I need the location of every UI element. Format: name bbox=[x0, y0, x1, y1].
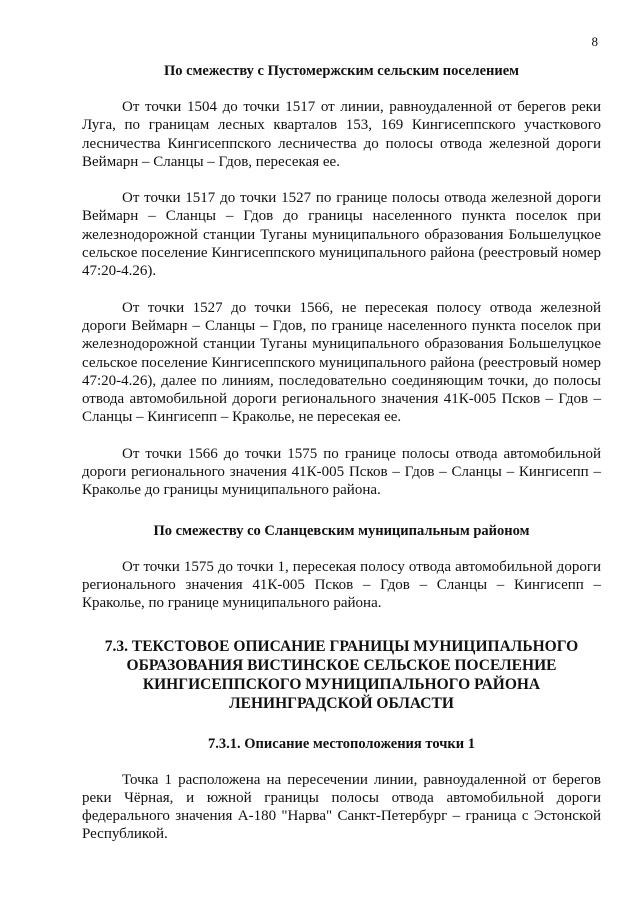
document-body bbox=[82, 62, 601, 844]
paragraph-3: От точки 1527 до точки 1566, не пересекая полосу отвода железной дороги Веймарн – Сланцы – Гдов, по границе населенного пункта поселок при железнодорожной станции Туганы муниципального образования Большелуцкое сельское поселение Кингисеппского муниципального района (реестровый номер 47:20-4.26), далее по линиям, последовательно соединяющим точки, до полосы отвода автомобильной дороги регионального значения 41К-005 Псков – Гдов – Сланцы – Кингисепп – Краколье, не пересекая ее. bbox=[82, 299, 601, 426]
paragraph-1: От точки 1504 до точки 1517 от линии, равноудаленной от берегов реки Луга, по границам лесных кварталов 153, 169 Кингисеппского участкового лесничества Кингисеппского лесничества до полосы отвода железной дороги Веймарн – Сланцы – Гдов, пересекая ее. bbox=[82, 99, 601, 170]
paragraph-4: От точки 1566 до точки 1575 по границе полосы отвода автомобильной дороги регионального значения 41К-005 Псков – Гдов – Сланцы – Кингисепп – Краколье до границы муниципального района. bbox=[82, 445, 601, 499]
paragraph-2: От точки 1517 до точки 1527 по границе полосы отвода железной дороги Веймарн – Сланцы – Гдов до границы населенного пункта поселок при железнодорожной станции Туганы муниципального образования Большелуцкое сельское поселение Кингисеппского муниципального района (реестровый номер 47:20-4.26). bbox=[82, 190, 601, 280]
slantsy-heading: По смежеству со Сланцевским муниципальным районом bbox=[153, 522, 530, 539]
section-7-3-heading-line-3: КИНГИСЕППСКОГО МУНИЦИПАЛЬНОГО РАЙОНА bbox=[142, 675, 541, 693]
section-7-3-heading-line-2: ОБРАЗОВАНИЯ ВИСТИНСКОЕ СЕЛЬСКОЕ ПОСЕЛЕНИЕ bbox=[126, 656, 557, 674]
section-7-3-heading-line-1: 7.3. ТЕКСТОВОЕ ОПИСАНИЕ ГРАНИЦЫ МУНИЦИПАЛЬНОГО bbox=[104, 637, 579, 655]
paragraph-6: Точка 1 расположена на пересечении линии, равноудаленной от берегов реки Чёрная, и южной границы полосы отвода автомобильной дороги федерального значения А-180 "Нарва" Санкт-Петербург – граница с Эстонской Республикой. bbox=[82, 771, 601, 843]
pustomerzh-heading: По смежеству с Пустомержским сельским поселением bbox=[163, 63, 520, 79]
section-7-3-heading-line-4: ЛЕНИНГРАДСКОЙ ОБЛАСТИ bbox=[229, 694, 454, 712]
section-7-3-1-heading: 7.3.1. Описание местоположения точки 1 bbox=[208, 735, 475, 752]
page-number: 8 bbox=[591, 34, 598, 49]
paragraph-5: От точки 1575 до точки 1, пересекая полосу отвода автомобильной дороги регионального значения 41К-005 Псков – Гдов – Сланцы – Кингисепп – Краколье, по границе муниципального района. bbox=[82, 558, 601, 612]
